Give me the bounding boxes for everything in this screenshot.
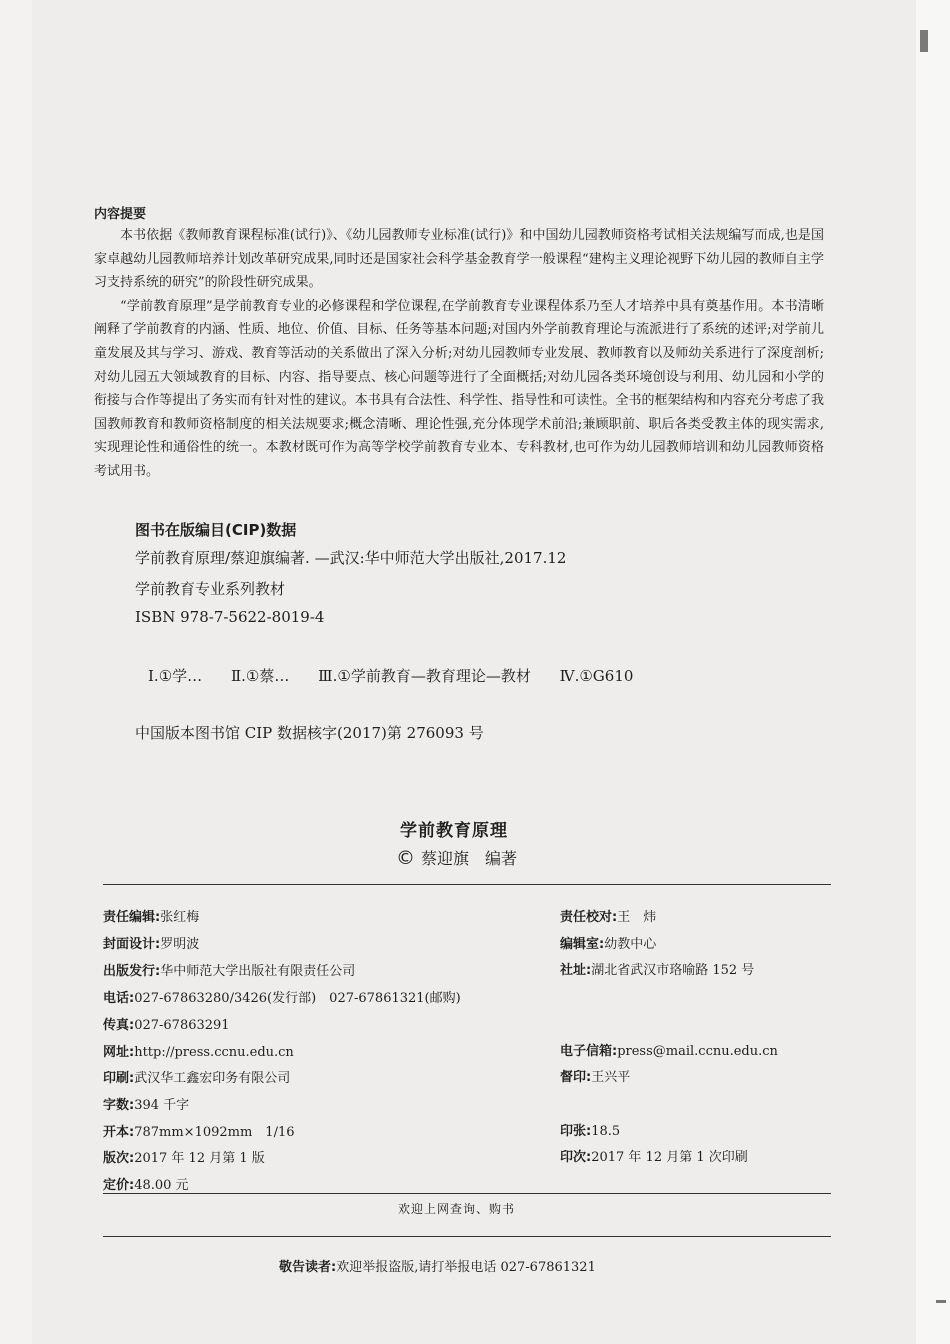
abstract-paragraph: 本书依据《教师教育课程标准(试行)》、《幼儿园教师专业标准(试行)》和中国幼儿园教师资格考试相关法规编写而成,也是国家卓越幼儿园教师培养计划改革研究成果,同时还是国家社会科学基金教育学一般课程“建构主义理论视野下幼儿园的教师自主学习支持系统的研究”的阶段性研究成果。 <box>94 228 824 291</box>
info-publisher: 出版发行:华中师范大学出版社有限责任公司 <box>103 964 356 979</box>
classification-item: Ⅲ.①学前教育—教育理论—教材 <box>318 667 531 685</box>
info-phone: 电话:027-67863280/3426(发行部) 027-67861321(邮购) <box>103 991 461 1006</box>
cip-record: 学前教育原理/蔡迎旗编著. —武汉:华中师范大学出版社,2017.12 <box>135 549 567 567</box>
scan-mark <box>936 1300 946 1303</box>
info-price: 定价:48.00 元 <box>103 1178 189 1193</box>
classification-row <box>148 665 657 686</box>
divider <box>103 1236 831 1237</box>
divider <box>103 884 831 885</box>
info-address: 社址:湖北省武汉市珞喻路 152 号 <box>560 963 755 978</box>
abstract-title: 内容提要 <box>94 207 147 222</box>
info-fax: 传真:027-67863291 <box>103 1018 230 1033</box>
classification-item: Ⅳ.①G610 <box>559 667 634 685</box>
info-proofreader: 责任校对:王 炜 <box>560 910 657 925</box>
abstract-body <box>94 224 824 484</box>
book-author-line <box>396 846 517 869</box>
info-edition: 版次:2017 年 12 月第 1 版 <box>103 1151 265 1166</box>
info-website: 网址:http://press.ccnu.edu.cn <box>103 1045 294 1060</box>
reader-notice: 敬告读者:欢迎举报盗版,请打举报电话 027-67861321 <box>279 1260 596 1275</box>
cip-title: 图书在版编目(CIP)数据 <box>135 521 297 539</box>
classification-item: Ⅰ.①学… <box>148 667 203 685</box>
copyright-symbol: © <box>396 847 415 869</box>
info-edit-office: 编辑室:幼教中心 <box>560 937 657 952</box>
info-email: 电子信箱:press@mail.ccnu.edu.cn <box>560 1044 778 1059</box>
info-format: 开本:787mm×1092mm 1/16 <box>103 1125 295 1140</box>
classification-item: Ⅱ.①蔡… <box>230 667 290 685</box>
info-printer: 印刷:武汉华工鑫宏印务有限公司 <box>103 1071 291 1086</box>
info-word-count: 字数:394 千字 <box>103 1098 190 1113</box>
info-cover-design: 封面设计:罗明波 <box>103 937 200 952</box>
book-author: 蔡迎旗 编著 <box>421 849 518 868</box>
abstract-paragraph: “学前教育原理”是学前教育专业的必修课程和学位课程,在学前教育专业课程体系乃至人才培养中具有奠基作用。本书清晰阐释了学前教育的内涵、性质、地位、价值、目标、任务等基本问题;对国内外学前教育理论与流派进行了系统的述评;对学前儿童发展及其与学习、游戏、教育等活动的关系做出了深入分析;对幼儿园教师专业发展、教师教育以及师幼关系进行了深度剖析;对幼儿园五大领域教育的目标、内容、指导要点、核心问题等进行了全面概括;对幼儿园各类环境创设与利用、幼儿园和小学的衔接与合作等提出了务实而有针对性的建议。本书具有合法性、科学性、指导性和可读性。全书的框架结构和内容充分考虑了我国教师教育和教师资格制度的相关法规要求;概念清晰、理论性强,充分体现学术前沿;兼顾职前、职后各类受教主体的现实需求,实现理论性和通俗性的统一。本教材既可作为高等学校学前教育专业本、专科教材,也可作为幼儿园教师培训和幼儿园教师资格考试用书。 <box>94 298 824 479</box>
info-sheets: 印张:18.5 <box>560 1124 621 1139</box>
scan-mark <box>920 30 928 52</box>
info-print-supervisor: 督印:王兴平 <box>560 1070 631 1085</box>
divider <box>103 1193 831 1194</box>
page-edge <box>916 0 950 1344</box>
book-title: 学前教育原理 <box>400 821 508 841</box>
welcome-text: 欢迎上网查询、购书 <box>398 1202 516 1216</box>
info-printing: 印次:2017 年 12 月第 1 次印刷 <box>560 1150 748 1165</box>
cip-number: 中国版本图书馆 CIP 数据核字(2017)第 276093 号 <box>135 724 484 742</box>
info-editor: 责任编辑:张红梅 <box>103 910 200 925</box>
cip-isbn: ISBN 978-7-5622-8019-4 <box>135 608 325 626</box>
cip-series: 学前教育专业系列教材 <box>135 580 286 598</box>
